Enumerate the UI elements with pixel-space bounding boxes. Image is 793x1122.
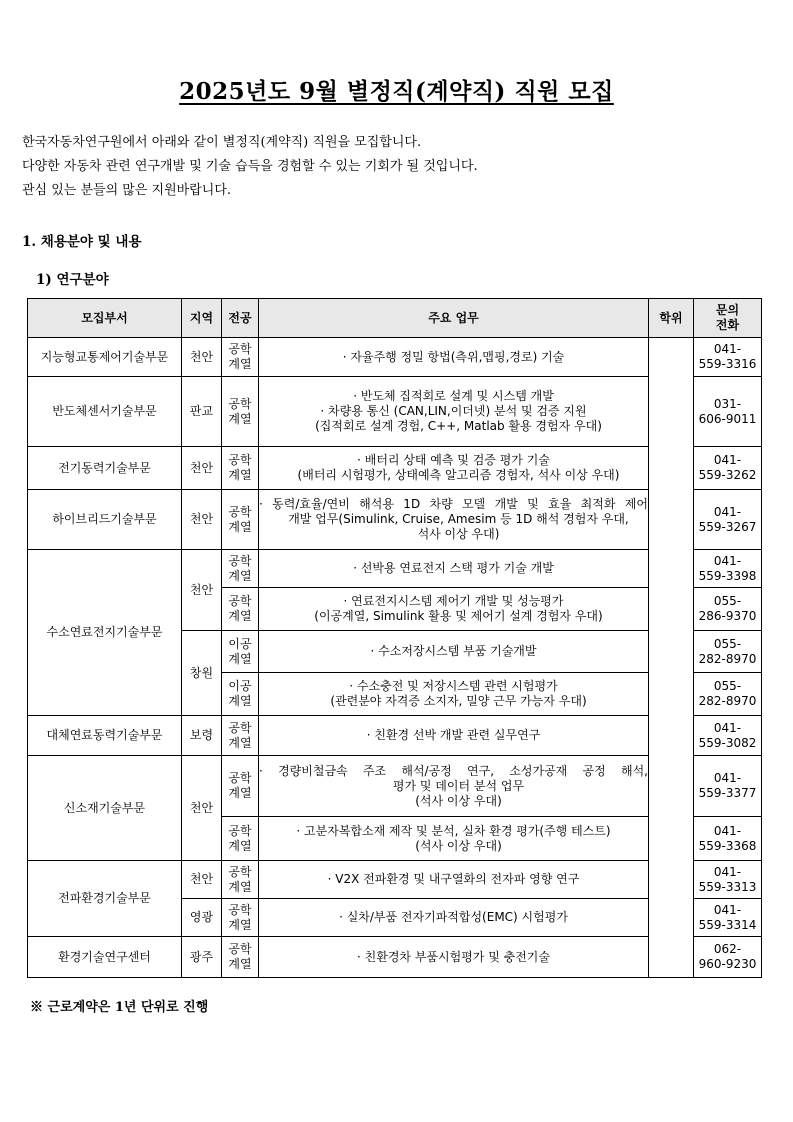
- task-cell: · 선박용 연료전지 스택 평가 기술 개발: [259, 550, 649, 588]
- recruitment-table: [27, 298, 762, 978]
- region-cell: 천안: [182, 550, 222, 631]
- phone-cell: 041- 559-3314: [694, 899, 762, 937]
- task-cell: · 수소충전 및 저장시스템 관련 시험평가 (관련분야 자격증 소지자, 밀양 근무 가능자 우대): [259, 673, 649, 716]
- task-cell: · 자율주행 정밀 항법(측위,맵핑,경로) 기술: [259, 338, 649, 377]
- phone-cell: 062- 960-9230: [694, 937, 762, 978]
- dept-cell: 반도체센서기술부문: [28, 377, 182, 447]
- header-dept: 모집부서: [28, 299, 182, 338]
- region-cell: 창원: [182, 631, 222, 716]
- table-row: [28, 338, 762, 377]
- dept-cell: 환경기술연구센터: [28, 937, 182, 978]
- degree-cell: [649, 338, 694, 978]
- major-cell: 공학 계열: [222, 716, 259, 756]
- task-cell: · 동력/효율/연비 해석용 1D 차량 모델 개발 및 효율 최적화 제어 개발 업무(Simulink, Cruise, Amesim 등 1D 해석 경험자 우대, 석사 이상 우대): [259, 490, 649, 550]
- major-cell: 공학 계열: [222, 447, 259, 490]
- dept-cell: 지능형교통제어기술부문: [28, 338, 182, 377]
- phone-cell: 041- 559-3082: [694, 716, 762, 756]
- dept-cell: 신소재기술부문: [28, 756, 182, 861]
- major-cell: 이공 계열: [222, 673, 259, 716]
- task-cell: · V2X 전파환경 및 내구열화의 전자파 영향 연구: [259, 861, 649, 899]
- dept-cell: 수소연료전지기술부문: [28, 550, 182, 716]
- phone-cell: 041- 559-3262: [694, 447, 762, 490]
- intro-line: 관심 있는 분들의 많은 지원바랍니다.: [22, 183, 232, 198]
- phone-cell: 055- 282-8970: [694, 631, 762, 673]
- task-cell: · 친환경차 부품시험평가 및 충전기술: [259, 937, 649, 978]
- task-cell: · 실차/부품 전자기파적합성(EMC) 시험평가: [259, 899, 649, 937]
- phone-cell: 055- 286-9370: [694, 588, 762, 631]
- task-cell: · 수소저장시스템 부품 기술개발: [259, 631, 649, 673]
- major-cell: 이공 계열: [222, 631, 259, 673]
- phone-cell: 031- 606-9011: [694, 377, 762, 447]
- phone-cell: 041- 559-3267: [694, 490, 762, 550]
- region-cell: 천안: [182, 338, 222, 377]
- task-cell: · 반도체 집적회로 설계 및 시스템 개발 · 차량용 통신 (CAN,LIN,이더넷) 분석 및 검증 지원 (집적회로 설계 경험, C++, Matlab 활용 경험자 우대): [259, 377, 649, 447]
- intro-text: [22, 131, 478, 203]
- phone-cell: 055- 282-8970: [694, 673, 762, 716]
- phone-cell: 041- 559-3377: [694, 756, 762, 817]
- region-cell: 천안: [182, 861, 222, 899]
- header-major: 전공: [222, 299, 259, 338]
- major-cell: 공학 계열: [222, 377, 259, 447]
- major-cell: 공학 계열: [222, 756, 259, 817]
- region-cell: 천안: [182, 490, 222, 550]
- page-title: 2025년도 9월 별정직(계약직) 직원 모집: [179, 78, 614, 105]
- dept-cell: 대체연료동력기술부문: [28, 716, 182, 756]
- phone-cell: 041- 559-3368: [694, 817, 762, 861]
- major-cell: 공학 계열: [222, 588, 259, 631]
- subsection-heading: 1) 연구분야: [36, 272, 109, 288]
- footnote: ※ 근로계약은 1년 단위로 진행: [30, 1000, 209, 1015]
- header-degree: 학위: [649, 299, 694, 338]
- region-cell: 보령: [182, 716, 222, 756]
- major-cell: 공학 계열: [222, 899, 259, 937]
- region-cell: 판교: [182, 377, 222, 447]
- region-cell: 천안: [182, 447, 222, 490]
- task-cell: · 친환경 선박 개발 관련 실무연구: [259, 716, 649, 756]
- dept-cell: 전기동력기술부문: [28, 447, 182, 490]
- task-cell: · 경량비철금속 주조 해석/공정 연구, 소성가공재 공정 해석, 평가 및 데이터 분석 업무 (석사 이상 우대): [259, 756, 649, 817]
- header-task: 주요 업무: [259, 299, 649, 338]
- major-cell: 공학 계열: [222, 861, 259, 899]
- dept-cell: 하이브리드기술부문: [28, 490, 182, 550]
- region-cell: 광주: [182, 937, 222, 978]
- table-header-row: [28, 299, 762, 338]
- intro-line: 한국자동차연구원에서 아래와 같이 별정직(계약직) 직원을 모집합니다.: [22, 135, 422, 150]
- phone-cell: 041- 559-3313: [694, 861, 762, 899]
- region-cell: 천안: [182, 756, 222, 861]
- region-cell: 영광: [182, 899, 222, 937]
- major-cell: 공학 계열: [222, 550, 259, 588]
- task-cell: · 고분자복합소재 제작 및 분석, 실차 환경 평가(주행 테스트) (석사 이상 우대): [259, 817, 649, 861]
- header-region: 지역: [182, 299, 222, 338]
- major-cell: 공학 계열: [222, 937, 259, 978]
- section-heading: 1. 채용분야 및 내용: [22, 234, 142, 250]
- major-cell: 공학 계열: [222, 490, 259, 550]
- dept-cell: 전파환경기술부문: [28, 861, 182, 937]
- major-cell: 공학 계열: [222, 817, 259, 861]
- header-contact: 문의 전화: [694, 299, 762, 338]
- major-cell: 공학 계열: [222, 338, 259, 377]
- phone-cell: 041- 559-3398: [694, 550, 762, 588]
- task-cell: · 연료전지시스템 제어기 개발 및 성능평가 (이공계열, Simulink 활용 및 제어기 설계 경험자 우대): [259, 588, 649, 631]
- phone-cell: 041- 559-3316: [694, 338, 762, 377]
- task-cell: · 배터리 상태 예측 및 검증 평가 기술 (배터리 시험평가, 상태예측 알고리즘 경험자, 석사 이상 우대): [259, 447, 649, 490]
- intro-line: 다양한 자동차 관련 연구개발 및 기술 습득을 경험할 수 있는 기회가 될 것입니다.: [22, 159, 478, 174]
